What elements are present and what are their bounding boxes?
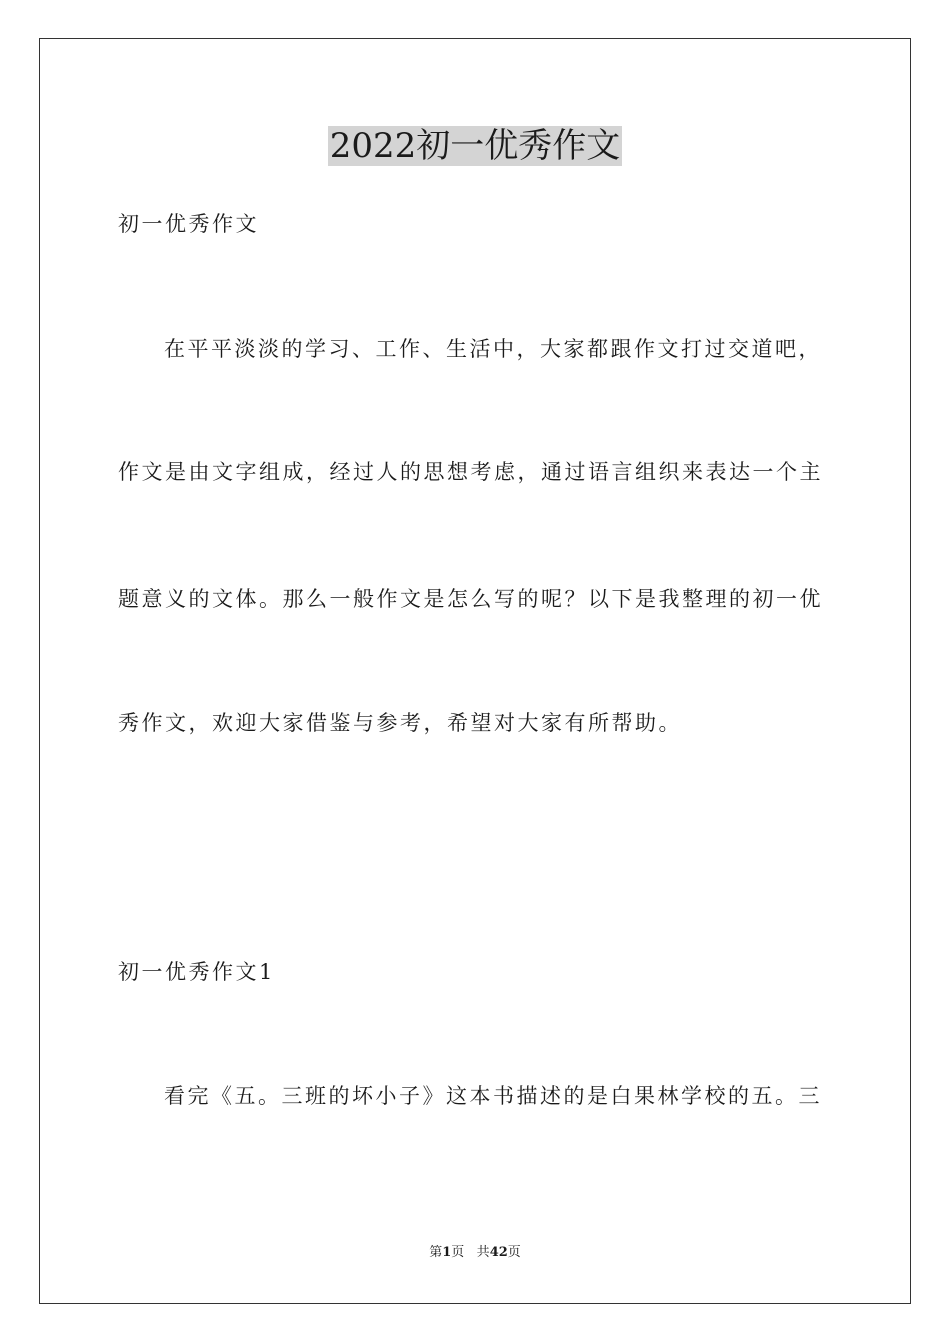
essay-1-line-1: 看完《五。三班的坏小子》这本书描述的是白果林学校的五。三: [164, 1084, 822, 1108]
total-prefix: 共: [476, 1245, 490, 1260]
total-pages: 42: [489, 1245, 508, 1260]
paragraph-line-1: 在平平淡淡的学习、工作、生活中，大家都跟作文打过交道吧，: [164, 337, 822, 361]
section-heading-essay-1: 初一优秀作文1: [118, 960, 275, 984]
page-footer: [0, 1244, 950, 1262]
paragraph-line-3: 题意义的文体。那么一般作文是怎么写的呢？以下是我整理的初一优: [118, 587, 823, 611]
section-heading-intro: 初一优秀作文: [118, 212, 259, 236]
paragraph-line-2: 作文是由文字组成，经过人的思想考虑，通过语言组织来表达一个主: [118, 460, 823, 484]
page-number: 1: [442, 1245, 452, 1260]
page-prefix: 第: [429, 1245, 443, 1260]
paragraph-line-4: 秀作文，欢迎大家借鉴与参考，希望对大家有所帮助。: [118, 711, 682, 735]
page-suffix: 页: [451, 1245, 465, 1260]
total-suffix: 页: [507, 1245, 521, 1260]
title-text: 2022初一优秀作文: [329, 126, 621, 166]
document-title: [0, 124, 950, 168]
